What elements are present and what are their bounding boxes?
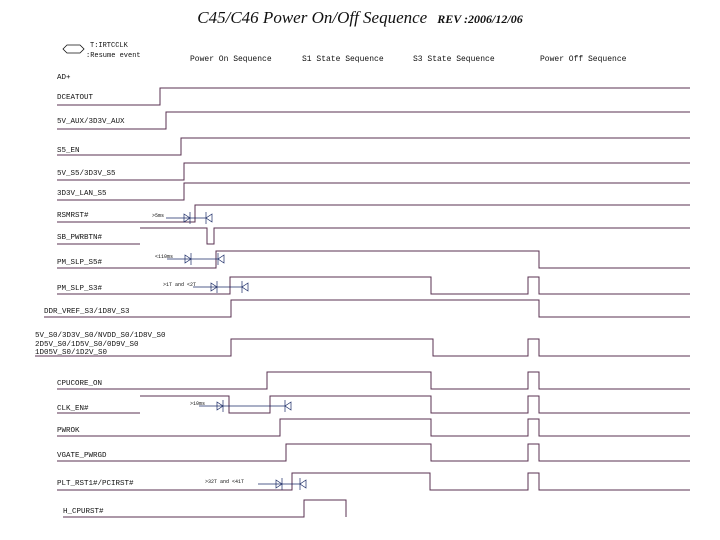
title-main: C45/C46 Power On/Off Sequence	[197, 8, 428, 27]
column-s3-state: S3 State Sequence	[413, 55, 495, 64]
timing-marker-slps3	[163, 281, 248, 293]
marker-arrowhead-right	[300, 480, 306, 488]
marker-note: >1T and <2T	[163, 282, 197, 288]
signal-waveform	[140, 228, 690, 244]
signal-layer	[35, 74, 690, 517]
signal-label: CPUCORE_ON	[57, 380, 103, 388]
signal-label: SB_PWRBTN#	[57, 234, 103, 242]
signal-aux	[57, 112, 690, 129]
signal-waveform	[140, 419, 690, 436]
marker-note: >32T and <41T	[205, 479, 245, 485]
signal-label: 5V_S0/3D3V_S0/NVDD_S0/1D8V_S0	[35, 332, 166, 340]
signal-waveform	[140, 444, 690, 461]
signal-label: PM_SLP_S5#	[57, 259, 103, 267]
timing-marker-clken	[190, 400, 291, 412]
signal-waveform	[140, 396, 690, 413]
marker-note: <110ms	[155, 254, 174, 260]
signal-label: 2D5V_S0/1D5V_S0/0D9V_S0	[35, 341, 139, 349]
signal-waveform	[140, 372, 690, 389]
column-headers	[190, 55, 627, 64]
marker-note: >5ms	[152, 213, 165, 219]
signal-slps3	[57, 277, 690, 294]
signal-label: 5V_S5/3D3V_S5	[57, 170, 116, 178]
signal-waveform	[140, 300, 690, 317]
marker-arrowhead-right	[285, 402, 291, 410]
legend-resume-label: :Resume event	[86, 52, 141, 60]
signal-waveform	[140, 163, 690, 180]
signal-label: DCEATOUT	[57, 94, 94, 102]
signal-pwrbtn	[57, 228, 690, 244]
signal-label: RSMRST#	[57, 212, 89, 220]
signal-s0c	[35, 349, 108, 357]
signal-pwrok	[57, 419, 690, 436]
column-s1-state: S1 State Sequence	[302, 55, 384, 64]
signal-waveform	[140, 183, 690, 200]
signal-dceatout	[57, 88, 690, 105]
marker-layer	[152, 212, 306, 490]
signal-s5	[57, 163, 690, 180]
signal-waveform	[140, 500, 346, 517]
signal-label: 1D05V_S0/1D2V_S0	[35, 349, 108, 357]
signal-waveform	[140, 339, 690, 356]
signal-vgate	[57, 444, 690, 461]
title-revision: REV :2006/12/06	[437, 12, 523, 26]
signal-waveform	[140, 138, 690, 155]
signal-waveform	[140, 88, 690, 105]
signal-label: CLK_EN#	[57, 405, 89, 413]
signal-label: AD+	[57, 74, 71, 82]
signal-label: 3D3V_LAN_S5	[57, 190, 107, 198]
signal-waveform	[140, 277, 690, 294]
timing-marker-pltrst	[205, 478, 306, 490]
legend	[63, 42, 141, 60]
signal-label: PM_SLP_S3#	[57, 285, 103, 293]
signal-label: DDR_VREF_S3/1D8V_S3	[44, 308, 130, 316]
signal-clken	[57, 396, 690, 413]
signal-waveform	[140, 251, 690, 268]
marker-arrowhead-right	[242, 283, 248, 291]
signal-pltrst	[57, 473, 690, 490]
signal-waveform	[140, 88, 690, 105]
marker-arrowhead-right	[206, 214, 212, 222]
signal-ddr	[44, 300, 690, 317]
signal-s0b	[35, 341, 139, 349]
column-power-off: Power Off Sequence	[540, 55, 627, 64]
legend-clock-label: T:IRTCCLK	[90, 42, 128, 50]
column-power-on: Power On Sequence	[190, 55, 272, 64]
signal-cpucore	[57, 372, 690, 389]
signal-label: S5_EN	[57, 147, 80, 155]
marker-arrowhead-right	[218, 255, 224, 263]
marker-note: >10ms	[190, 401, 206, 407]
signal-label: PLT_RST1#/PCIRST#	[57, 480, 134, 488]
signal-cpurst	[63, 500, 346, 517]
signal-label: 5V_AUX/3D3V_AUX	[57, 118, 125, 126]
signal-ad	[57, 74, 690, 105]
signal-lan	[57, 183, 690, 200]
signal-label: H_CPURST#	[63, 508, 104, 516]
signal-waveform	[140, 112, 690, 129]
signal-label: PWROK	[57, 427, 80, 435]
signal-label: VGATE_PWRGD	[57, 452, 107, 460]
signal-waveform	[140, 205, 690, 222]
resume-event-hexagon-icon	[63, 45, 84, 53]
signal-s5en	[57, 138, 690, 155]
timing-marker-slps5	[155, 253, 224, 265]
signal-slps5	[57, 251, 690, 268]
